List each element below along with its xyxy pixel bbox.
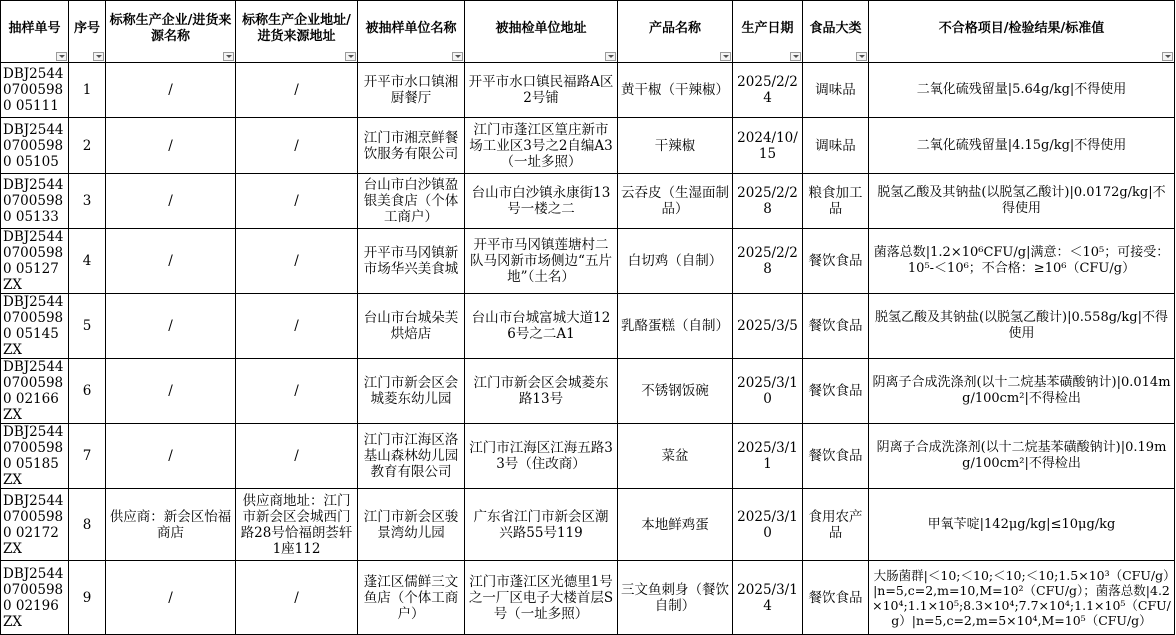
cell-producer-address[interactable]: /	[236, 359, 358, 424]
cell-producer-address[interactable]: /	[236, 118, 358, 174]
cell-sampled-unit[interactable]: 江门市江海区洛基山森林幼儿园教育有限公司	[358, 424, 465, 489]
header-food-category[interactable]: 食品大类	[803, 1, 869, 63]
cell-seq[interactable]: 5	[69, 294, 106, 359]
cell-sampled-unit[interactable]: 开平市马冈镇新市场华兴美食城	[358, 229, 465, 294]
table-row	[1, 294, 1175, 359]
cell-food-category[interactable]: 粮食加工品	[803, 174, 869, 229]
cell-seq[interactable]: 9	[69, 561, 106, 635]
cell-product[interactable]: 黄干椒（干辣椒）	[618, 63, 733, 118]
cell-producer-address[interactable]: /	[236, 561, 358, 635]
filter-dropdown-icon[interactable]	[345, 52, 356, 61]
header-product[interactable]: 产品名称	[618, 1, 733, 63]
cell-production-date[interactable]: 2024/10/15	[733, 118, 803, 174]
cell-production-date[interactable]: 2025/3/10	[733, 359, 803, 424]
cell-result[interactable]: 脱氢乙酸及其钠盐(以脱氢乙酸计)|0.0172g/kg|不得使用	[869, 174, 1175, 229]
cell-sampling-no[interactable]: DBJ254407005980 05133	[1, 174, 69, 229]
cell-result[interactable]: 阴离子合成洗涤剂(以十二烷基苯磺酸钠计)|0.19mg/100cm²|不得检出	[869, 424, 1175, 489]
filter-dropdown-icon[interactable]	[56, 52, 67, 61]
cell-food-category[interactable]: 调味品	[803, 118, 869, 174]
table-row	[1, 424, 1175, 489]
cell-product[interactable]: 云吞皮（生湿面制品）	[618, 174, 733, 229]
cell-producer-address[interactable]: /	[236, 294, 358, 359]
cell-sampling-no[interactable]: DBJ254407005980 05111	[1, 63, 69, 118]
cell-product[interactable]: 菜盆	[618, 424, 733, 489]
cell-production-date[interactable]: 2025/3/5	[733, 294, 803, 359]
cell-product[interactable]: 本地鲜鸡蛋	[618, 489, 733, 561]
cell-producer[interactable]: 供应商：新会区怡福商店	[106, 489, 236, 561]
header-sampled-address[interactable]: 被抽检单位地址	[465, 1, 618, 63]
filter-dropdown-icon[interactable]	[1162, 52, 1173, 61]
cell-sampling-no[interactable]: DBJ254407005980 05105	[1, 118, 69, 174]
cell-sampled-unit[interactable]: 江门市新会区骏景湾幼儿园	[358, 489, 465, 561]
cell-sampling-no[interactable]: DBJ254407005980 02166ZX	[1, 359, 69, 424]
cell-production-date[interactable]: 2025/2/28	[733, 229, 803, 294]
cell-result[interactable]: 二氧化硫残留量|4.15g/kg|不得使用	[869, 118, 1175, 174]
cell-seq[interactable]: 8	[69, 489, 106, 561]
cell-seq[interactable]: 7	[69, 424, 106, 489]
cell-food-category[interactable]: 餐饮食品	[803, 561, 869, 635]
header-row	[1, 1, 1175, 63]
cell-sampled-address[interactable]: 广东省江门市新会区潮兴路55号119	[465, 489, 618, 561]
cell-production-date[interactable]: 2025/3/14	[733, 561, 803, 635]
cell-production-date[interactable]: 2025/3/10	[733, 489, 803, 561]
cell-sampling-no[interactable]: DBJ254407005980 05145ZX	[1, 294, 69, 359]
header-result[interactable]: 不合格项目/检验结果/标准值	[869, 1, 1175, 63]
filter-dropdown-icon[interactable]	[856, 52, 867, 61]
cell-food-category[interactable]: 餐饮食品	[803, 229, 869, 294]
cell-product[interactable]: 三文鱼刺身（餐饮自制）	[618, 561, 733, 635]
cell-sampled-unit[interactable]: 蓬江区儒鲜三文鱼店（个体工商户）	[358, 561, 465, 635]
filter-dropdown-icon[interactable]	[223, 52, 234, 61]
header-seq[interactable]: 序号	[69, 1, 106, 63]
cell-result[interactable]: 甲氧苄啶|142μg/kg|≤10μg/kg	[869, 489, 1175, 561]
cell-sampled-address[interactable]: 江门市蓬江区篁庄新市场工业区3号之2自编A3（一址多照）	[465, 118, 618, 174]
cell-result[interactable]: 二氧化硫残留量|5.64g/kg|不得使用	[869, 63, 1175, 118]
cell-product[interactable]: 乳酪蛋糕（自制）	[618, 294, 733, 359]
cell-seq[interactable]: 3	[69, 174, 106, 229]
cell-sampling-no[interactable]: DBJ254407005980 02196ZX	[1, 561, 69, 635]
cell-sampled-address[interactable]: 江门市蓬江区光德里1号之一厂区电子大楼首层S号（一址多照）	[465, 561, 618, 635]
cell-food-category[interactable]: 食用农产品	[803, 489, 869, 561]
cell-sampling-no[interactable]: DBJ254407005980 05127ZX	[1, 229, 69, 294]
table-row	[1, 489, 1175, 561]
table-row	[1, 63, 1175, 118]
cell-sampling-no[interactable]: DBJ254407005980 02172ZX	[1, 489, 69, 561]
cell-sampling-no[interactable]: DBJ254407005980 05185ZX	[1, 424, 69, 489]
filter-dropdown-icon[interactable]	[605, 52, 616, 61]
cell-result[interactable]: 大肠菌群|＜10;＜10;＜10;＜10;1.5×10³（CFU/g）|n=5,c=2,m=10,M=10²（CFU/g）；菌落总数|4.2×10⁴;1.1×10⁵;8.3×10⁴;7.7×10⁴;1.1×10⁵（CFU/g）|n=5,c=2,m=5×10⁴,M=10⁵（CFU/g）	[869, 561, 1175, 635]
cell-result[interactable]: 菌落总数|1.2×10⁶CFU/g|满意：＜10⁵；可接受：10⁵-＜10⁶；不合格：≥10⁶（CFU/g）	[869, 229, 1175, 294]
cell-product[interactable]: 白切鸡（自制）	[618, 229, 733, 294]
cell-seq[interactable]: 6	[69, 359, 106, 424]
cell-sampled-address[interactable]: 江门市江海区江海五路33号（住改商）	[465, 424, 618, 489]
filter-dropdown-icon[interactable]	[790, 52, 801, 61]
filter-dropdown-icon[interactable]	[720, 52, 731, 61]
cell-seq[interactable]: 4	[69, 229, 106, 294]
cell-sampled-address[interactable]: 台山市台城富城大道126号之二A1	[465, 294, 618, 359]
cell-producer[interactable]: /	[106, 359, 236, 424]
table-row	[1, 359, 1175, 424]
cell-producer[interactable]: /	[106, 561, 236, 635]
header-producer-address[interactable]: 标称生产企业地址/进货来源地址	[236, 1, 358, 63]
filter-dropdown-icon[interactable]	[452, 52, 463, 61]
cell-sampled-unit[interactable]: 台山市白沙镇盈银美食店（个体工商户）	[358, 174, 465, 229]
header-sampled-unit[interactable]: 被抽样单位名称	[358, 1, 465, 63]
cell-producer[interactable]: /	[106, 63, 236, 118]
cell-sampled-address[interactable]: 江门市新会区会城菱东路13号	[465, 359, 618, 424]
cell-producer[interactable]: /	[106, 424, 236, 489]
cell-sampled-address[interactable]: 台山市白沙镇永康街13号一楼之二	[465, 174, 618, 229]
cell-production-date[interactable]: 2025/2/24	[733, 63, 803, 118]
cell-result[interactable]: 阴离子合成洗涤剂(以十二烷基苯磺酸钠计)|0.014mg/100cm²|不得检出	[869, 359, 1175, 424]
filter-dropdown-icon[interactable]	[93, 52, 104, 61]
cell-sampled-unit[interactable]: 开平市水口镇湘厨餐厅	[358, 63, 465, 118]
cell-production-date[interactable]: 2025/2/28	[733, 174, 803, 229]
header-production-date[interactable]: 生产日期	[733, 1, 803, 63]
header-sampling-no[interactable]: 抽样单号	[1, 1, 69, 63]
cell-sampled-unit[interactable]: 江门市湘烹鲜餐饮服务有限公司	[358, 118, 465, 174]
cell-producer-address[interactable]: /	[236, 229, 358, 294]
cell-food-category[interactable]: 餐饮食品	[803, 294, 869, 359]
table-row	[1, 561, 1175, 635]
table-row	[1, 118, 1175, 174]
cell-producer-address[interactable]: 供应商地址：江门市新会区会城西门路28号恰福朗荟轩1座112	[236, 489, 358, 561]
cell-producer-address[interactable]: /	[236, 174, 358, 229]
cell-sampled-unit[interactable]: 江门市新会区会城菱东幼儿园	[358, 359, 465, 424]
cell-seq[interactable]: 1	[69, 63, 106, 118]
cell-producer-address[interactable]: /	[236, 424, 358, 489]
cell-sampled-address[interactable]: 开平市马冈镇莲塘村二队马冈新市场侧边“五片地”（土名）	[465, 229, 618, 294]
cell-producer[interactable]: /	[106, 229, 236, 294]
cell-producer[interactable]: /	[106, 174, 236, 229]
cell-food-category[interactable]: 调味品	[803, 63, 869, 118]
cell-seq[interactable]: 2	[69, 118, 106, 174]
cell-result[interactable]: 脱氢乙酸及其钠盐(以脱氢乙酸计)|0.558g/kg|不得使用	[869, 294, 1175, 359]
cell-product[interactable]: 不锈钢饭碗	[618, 359, 733, 424]
header-producer[interactable]: 标称生产企业/进货来源名称	[106, 1, 236, 63]
table-row	[1, 229, 1175, 294]
cell-food-category[interactable]: 餐饮食品	[803, 359, 869, 424]
cell-producer[interactable]: /	[106, 118, 236, 174]
cell-production-date[interactable]: 2025/3/11	[733, 424, 803, 489]
cell-producer[interactable]: /	[106, 294, 236, 359]
cell-producer-address[interactable]: /	[236, 63, 358, 118]
cell-sampled-unit[interactable]: 台山市台城朵芙烘焙店	[358, 294, 465, 359]
cell-food-category[interactable]: 餐饮食品	[803, 424, 869, 489]
cell-sampled-address[interactable]: 开平市水口镇民福路A区2号铺	[465, 63, 618, 118]
table-row	[1, 174, 1175, 229]
cell-product[interactable]: 干辣椒	[618, 118, 733, 174]
